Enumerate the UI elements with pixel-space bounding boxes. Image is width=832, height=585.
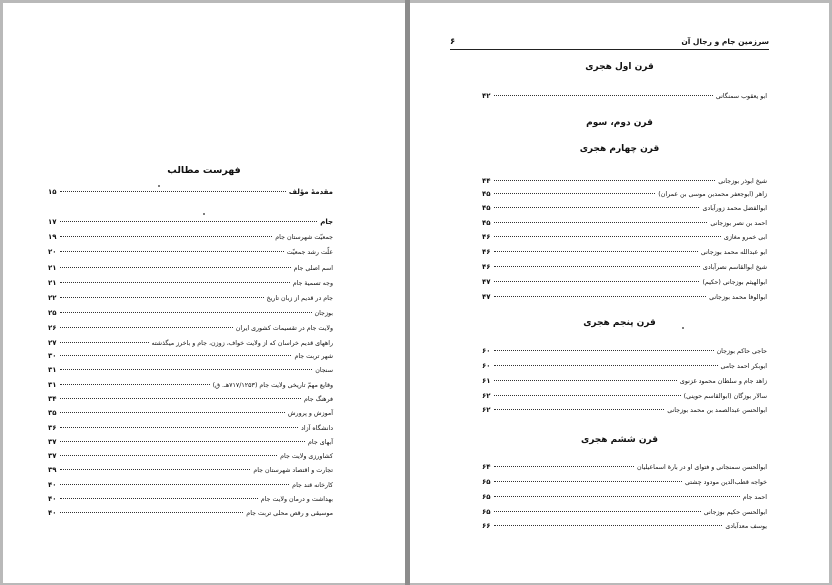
- dot-leader: [60, 342, 149, 343]
- toc-entry: [482, 377, 767, 385]
- toc-entry-page: ۴۶: [482, 263, 491, 271]
- toc-entry-page: ۳۱: [48, 366, 57, 374]
- toc-entry: [482, 233, 767, 241]
- toc-entry-page: ۲۶: [48, 324, 57, 332]
- toc-entry-title: وقایع مهمّ تاریخی ولایت جام (۷۱۷/۱۲۵۳هـ. ق): [212, 382, 333, 389]
- toc-entry-title: علّت رشد جمعیّت: [286, 249, 333, 256]
- toc-entry-page: ۱۷: [48, 218, 57, 226]
- dot-leader: [60, 498, 258, 499]
- toc-entry: [482, 219, 767, 227]
- dot-leader: [60, 369, 313, 370]
- century-heading: قرن ششم هجری: [580, 435, 659, 445]
- toc-entry: [48, 452, 333, 460]
- toc-entry-page: ۴۵: [482, 219, 491, 227]
- toc-entry-title: ابی خمرو مغازی: [723, 234, 767, 241]
- toc-entry-title: شیخ ابوالقاسم نصرآبادی: [702, 264, 767, 271]
- toc-entry-page: ۴۶: [482, 233, 491, 241]
- toc-entry-title: آبهای جام: [308, 439, 333, 446]
- print-speck: [158, 185, 160, 187]
- dot-leader: [494, 380, 677, 381]
- dot-leader: [494, 496, 740, 497]
- toc-entry-title: ابو یعقوب سمنگانی: [715, 93, 767, 100]
- toc-entry-page: ۱۵: [48, 188, 57, 196]
- toc-entry-page: ۲۱: [48, 279, 57, 287]
- toc-entry: [48, 188, 333, 196]
- toc-entry-page: ۲۰: [48, 248, 57, 256]
- toc-entry-title: راههای قدیم خراسان که از ولایت خواف، زوزن، جام و باخرز میگذشته: [151, 340, 333, 347]
- toc-title: فهرست مطالب: [167, 165, 241, 176]
- dot-leader: [494, 251, 698, 252]
- dot-leader: [494, 525, 723, 526]
- toc-entry-page: ۶۶: [482, 522, 491, 530]
- toc-entry-page: ۴۷: [482, 293, 491, 301]
- dot-leader: [60, 267, 291, 268]
- toc-entry-page: ۴۰: [48, 481, 57, 489]
- toc-entry-page: ۶۰: [482, 347, 491, 355]
- toc-entry-page: ۲۲: [48, 294, 57, 302]
- toc-entry: [482, 347, 767, 355]
- toc-entry: [48, 233, 333, 241]
- toc-entry: [48, 409, 333, 417]
- toc-entry-title: مقدمهٔ مؤلف: [288, 188, 333, 196]
- running-header: [450, 37, 769, 50]
- toc-entry-page: ۳۴: [48, 395, 57, 403]
- dot-leader: [60, 412, 285, 413]
- dot-leader: [60, 236, 273, 237]
- dot-leader: [60, 297, 264, 298]
- toc-entry-title: ابوالحسن حکیم بوزجانی: [703, 509, 767, 516]
- toc-entry-page: ۴۴: [482, 177, 491, 185]
- dot-leader: [494, 409, 665, 410]
- century-heading: قرن دوم، سوم: [586, 118, 653, 128]
- dot-leader: [494, 296, 707, 297]
- toc-entry-title: کارخانه قند جام: [292, 482, 333, 489]
- toc-entry-page: ۴۵: [482, 204, 491, 212]
- toc-entry: [482, 463, 767, 471]
- toc-entry-page: ۶۵: [482, 493, 491, 501]
- toc-entry-page: ۴۲: [482, 92, 491, 100]
- toc-entry: [482, 263, 767, 271]
- dot-leader: [494, 481, 682, 482]
- toc-entry: [48, 424, 333, 432]
- toc-entry-page: ۳۹: [48, 466, 57, 474]
- print-speck: [682, 327, 684, 329]
- toc-entry: [48, 381, 333, 389]
- toc-entry-page: ۴۶: [482, 248, 491, 256]
- toc-entry-title: ولایت جام در تقسیمات کشوری ایران: [235, 325, 333, 332]
- toc-entry: [482, 522, 767, 530]
- toc-entry-page: ۶۲: [482, 406, 491, 414]
- toc-entry: [48, 395, 333, 403]
- toc-entry: [482, 406, 767, 414]
- toc-entry: [482, 248, 767, 256]
- dot-leader: [494, 466, 634, 467]
- toc-entry-title: ابو عبدالله محمد بوزجانی: [700, 249, 767, 256]
- dot-leader: [60, 469, 251, 470]
- toc-entry-title: ابوالفضل محمد زورآبادی: [702, 205, 767, 212]
- toc-entry: [48, 294, 333, 302]
- dot-leader: [60, 282, 290, 283]
- dot-leader: [60, 355, 292, 356]
- dot-leader: [60, 312, 312, 313]
- dot-leader: [494, 222, 708, 223]
- toc-entry-title: دانشگاه آزاد: [301, 425, 333, 432]
- dot-leader: [60, 251, 284, 252]
- toc-entry: [482, 278, 767, 286]
- dot-leader: [60, 221, 318, 222]
- running-title: سرزمین جام و رجال آن: [681, 37, 769, 46]
- dot-leader: [60, 384, 210, 385]
- toc-entry-title: بهداشت و درمان ولایت جام: [260, 496, 333, 503]
- toc-entry-page: ۴۰: [48, 509, 57, 517]
- toc-entry: [482, 392, 767, 400]
- toc-entry: [48, 481, 333, 489]
- dot-leader: [60, 191, 286, 192]
- toc-entry-page: ۶۵: [482, 478, 491, 486]
- dot-leader: [60, 327, 233, 328]
- dot-leader: [494, 350, 714, 351]
- toc-entry-page: ۳۵: [48, 409, 57, 417]
- toc-entry-title: زاهر (ابوجعفر محمدبن موسی بن عمران): [658, 191, 767, 198]
- toc-entry-title: اسم اصلی جام: [293, 265, 333, 272]
- right-page: [410, 3, 829, 583]
- century-heading: قرن اول هجری: [585, 62, 654, 72]
- toc-entry: [482, 362, 767, 370]
- century-heading: قرن چهارم هجری: [579, 144, 660, 154]
- toc-entry-title: جام: [320, 218, 333, 226]
- toc-entry: [48, 438, 333, 446]
- dot-leader: [494, 281, 700, 282]
- dot-leader: [494, 236, 721, 237]
- dot-leader: [60, 484, 290, 485]
- toc-entry-title: احمد جام: [742, 494, 767, 501]
- toc-entry: [48, 218, 333, 226]
- dot-leader: [60, 512, 244, 513]
- toc-entry: [482, 293, 767, 301]
- toc-entry-title: ابوالحسن سمنجانی و فتوای او در بارهٔ اسماعیلیان: [636, 464, 767, 471]
- dot-leader: [60, 441, 305, 442]
- toc-entry-title: خواجه قطب‌الدین مودود چشتی: [685, 479, 767, 486]
- toc-entry-title: موسیقی و رقص محلی تربت جام: [246, 510, 333, 517]
- toc-entry: [48, 352, 333, 360]
- century-heading: قرن پنجم هجری: [583, 318, 656, 328]
- toc-entry-title: جمعیّت شهرستان جام: [275, 234, 333, 241]
- toc-entry-title: یوسف معدآبادی: [725, 523, 767, 530]
- toc-entry-title: وجه تسمیهٔ جام: [292, 280, 333, 287]
- toc-entry-page: ۲۷: [48, 339, 57, 347]
- toc-entry: [48, 324, 333, 332]
- toc-entry-page: ۶۰: [482, 362, 491, 370]
- toc-entry-page: ۶۲: [482, 392, 491, 400]
- left-page: [3, 3, 405, 583]
- toc-entry-page: ۱۹: [48, 233, 57, 241]
- toc-entry-page: ۳۰: [48, 352, 57, 360]
- dot-leader: [494, 266, 700, 267]
- toc-entry-title: جام در قدیم از زبان تاریخ: [266, 295, 333, 302]
- toc-entry-title: تجارت و اقتصاد شهرستان جام: [253, 467, 333, 474]
- toc-entry-page: ۴۵: [482, 190, 491, 198]
- toc-entry-title: زاهد جام و سلطان محمود غزنوی: [679, 378, 767, 385]
- toc-entry: [48, 366, 333, 374]
- toc-entry: [482, 478, 767, 486]
- dot-leader: [494, 180, 716, 181]
- dot-leader: [494, 511, 701, 512]
- toc-entry-title: فرهنگ جام: [303, 396, 333, 403]
- toc-entry-page: ۳۷: [48, 452, 57, 460]
- dot-leader: [494, 193, 656, 194]
- toc-entry: [48, 339, 333, 347]
- toc-entry-title: سنجان: [315, 367, 333, 374]
- page-number: ۶: [450, 37, 456, 47]
- print-speck: [203, 213, 205, 215]
- toc-entry: [482, 508, 767, 516]
- dot-leader: [494, 395, 681, 396]
- toc-entry-title: ابوالوفا محمد بوزجانی: [709, 294, 767, 301]
- toc-entry-page: ۳۱: [48, 381, 57, 389]
- toc-entry-title: ابوالهیثم بوزجانی (حکیم): [702, 279, 767, 286]
- toc-entry: [482, 493, 767, 501]
- toc-entry-title: ابوبکر احمد جامی: [720, 363, 767, 370]
- toc-entry-page: ۲۵: [48, 309, 57, 317]
- toc-entry-title: بوزجان: [314, 310, 333, 317]
- dot-leader: [494, 95, 713, 96]
- toc-entry-title: شهر تربت جام: [294, 353, 333, 360]
- toc-entry-title: احمد بن نصر بوزجانی: [710, 220, 767, 227]
- dot-leader: [494, 207, 700, 208]
- toc-entry-page: ۶۵: [482, 508, 491, 516]
- toc-entry: [48, 466, 333, 474]
- toc-entry: [482, 190, 767, 198]
- dot-leader: [494, 365, 718, 366]
- toc-entry-page: ۴۰: [48, 495, 57, 503]
- toc-entry-page: ۶۱: [482, 377, 491, 385]
- toc-entry: [482, 204, 767, 212]
- toc-entry-page: ۴۷: [482, 278, 491, 286]
- toc-entry: [48, 495, 333, 503]
- toc-entry-title: سالار بوزگان (ابوالقاسم حوینی): [683, 393, 767, 400]
- toc-entry: [482, 177, 767, 185]
- dot-leader: [60, 398, 301, 399]
- toc-entry-title: آموزش و پرورش: [287, 410, 333, 417]
- toc-entry: [48, 279, 333, 287]
- toc-entry: [48, 509, 333, 517]
- toc-entry: [48, 309, 333, 317]
- toc-entry-title: ابوالحسن عبدالصمد بن محمد بوزجانی: [667, 407, 767, 414]
- toc-entry-title: حاجی حاکم بوزجان: [716, 348, 767, 355]
- dot-leader: [60, 455, 278, 456]
- toc-entry-page: ۶۴: [482, 463, 491, 471]
- toc-entry-page: ۳۷: [48, 438, 57, 446]
- toc-entry: [48, 264, 333, 272]
- toc-entry-page: ۳۶: [48, 424, 57, 432]
- toc-entry-title: کشاورزی ولایت جام: [280, 453, 333, 460]
- toc-entry: [482, 92, 767, 100]
- toc-entry-title: شیخ ابوذر بوزجانی: [718, 178, 767, 185]
- toc-entry: [48, 248, 333, 256]
- dot-leader: [60, 427, 298, 428]
- toc-entry-page: ۲۱: [48, 264, 57, 272]
